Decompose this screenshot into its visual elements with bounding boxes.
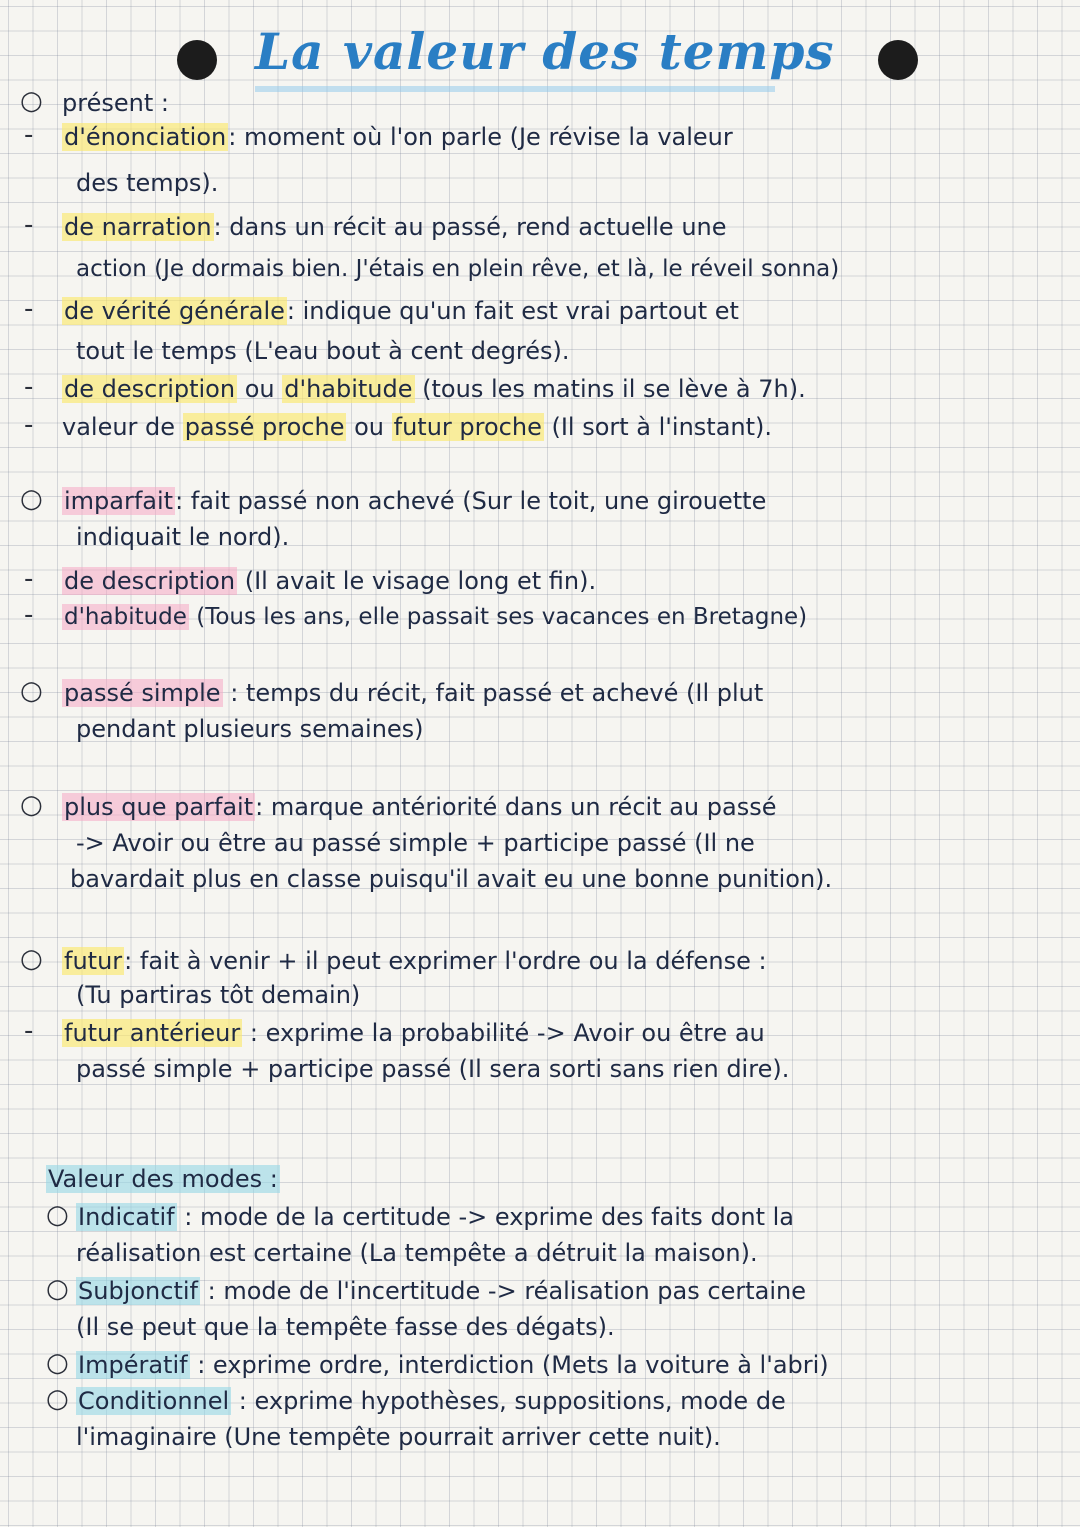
present-line-5: de vérité générale: indique qu'un fait est vrai partout et bbox=[64, 297, 739, 325]
modes-line-1: Indicatif : mode de la certitude -> exprime des faits dont la bbox=[78, 1203, 794, 1231]
bullet-dash: - bbox=[24, 210, 34, 240]
bullet-circle: ○ bbox=[46, 1384, 69, 1414]
present-line-7: de description ou d'habitude (tous les matins il se lève à 7h). bbox=[64, 375, 806, 403]
bullet-circle: ○ bbox=[46, 1274, 69, 1304]
modes-line-4: (Il se peut que la tempête fasse des dégats). bbox=[76, 1313, 615, 1341]
bullet-circle: ○ bbox=[46, 1348, 69, 1378]
bullet-circle: ○ bbox=[20, 484, 43, 514]
imparfait-line-1: imparfait: fait passé non achevé (Sur le toit, une girouette bbox=[64, 487, 767, 515]
bullet-dash: - bbox=[24, 120, 34, 150]
futur-line-1: futur: fait à venir + il peut exprimer l'ordre ou la défense : bbox=[64, 947, 767, 975]
present-line-4: action (Je dormais bien. J'étais en plein rêve, et là, le réveil sonna) bbox=[76, 256, 840, 282]
pqp-line-2: -> Avoir ou être au passé simple + participe passé (Il ne bbox=[76, 829, 755, 857]
passe-simple-line-1: passé simple : temps du récit, fait passé et achevé (Il plut bbox=[64, 679, 764, 707]
bullet-dash: - bbox=[24, 1016, 34, 1046]
pqp-line-1: plus que parfait: marque antériorité dans un récit au passé bbox=[64, 793, 777, 821]
bullet-dash: - bbox=[24, 410, 34, 440]
page-title: La valeur des temps bbox=[255, 22, 815, 102]
modes-line-6: Conditionnel : exprime hypothèses, suppositions, mode de bbox=[78, 1387, 786, 1415]
present-line-6: tout le temps (L'eau bout à cent degrés). bbox=[76, 337, 570, 365]
bullet-circle: ○ bbox=[20, 676, 43, 706]
heading-futur: futur bbox=[64, 947, 123, 975]
heading-plus-que-parfait: plus que parfait bbox=[64, 793, 254, 821]
bullet-dash: - bbox=[24, 294, 34, 324]
heading-imparfait: imparfait bbox=[64, 487, 174, 515]
imparfait-line-2: indiquait le nord). bbox=[76, 523, 290, 551]
bullet-dash: - bbox=[24, 372, 34, 402]
present-line-2: des temps). bbox=[76, 169, 219, 197]
pqp-line-3: bavardait plus en classe puisqu'il avait eu une bonne punition). bbox=[70, 865, 833, 893]
modes-line-2: réalisation est certaine (La tempête a détruit la maison). bbox=[76, 1239, 758, 1267]
futur-line-3: futur antérieur : exprime la probabilité -> Avoir ou être au bbox=[64, 1019, 765, 1047]
bullet-circle: ○ bbox=[20, 86, 43, 116]
modes-line-3: Subjonctif : mode de l'incertitude -> réalisation pas certaine bbox=[78, 1277, 806, 1305]
futur-line-4: passé simple + participe passé (Il sera sorti sans rien dire). bbox=[76, 1055, 790, 1083]
present-line-1: d'énonciation: moment où l'on parle (Je révise la valeur bbox=[64, 123, 733, 151]
imparfait-line-3: de description (Il avait le visage long et fin). bbox=[64, 567, 597, 595]
modes-line-7: l'imaginaire (Une tempête pourrait arriver cette nuit). bbox=[76, 1423, 721, 1451]
title-underline bbox=[255, 86, 775, 92]
binder-hole-right bbox=[878, 40, 918, 80]
bullet-dash: - bbox=[24, 564, 34, 594]
present-line-3: de narration: dans un récit au passé, rend actuelle une bbox=[64, 213, 727, 241]
bullet-circle: ○ bbox=[46, 1200, 69, 1230]
heading-present: présent : bbox=[62, 89, 169, 117]
present-line-8: valeur de passé proche ou futur proche (Il sort à l'instant). bbox=[62, 413, 773, 441]
modes-line-5: Impératif : exprime ordre, interdiction (Mets la voiture à l'abri) bbox=[78, 1351, 829, 1379]
bullet-circle: ○ bbox=[20, 944, 43, 974]
futur-line-2: (Tu partiras tôt demain) bbox=[76, 981, 361, 1009]
binder-hole-left bbox=[177, 40, 217, 80]
modes-heading: Valeur des modes : bbox=[48, 1165, 278, 1193]
imparfait-line-4: d'habitude (Tous les ans, elle passait ses vacances en Bretagne) bbox=[64, 604, 808, 630]
bullet-dash: - bbox=[24, 600, 34, 630]
bullet-circle: ○ bbox=[20, 790, 43, 820]
passe-simple-line-2: pendant plusieurs semaines) bbox=[76, 715, 424, 743]
heading-passe-simple: passé simple bbox=[64, 679, 221, 707]
